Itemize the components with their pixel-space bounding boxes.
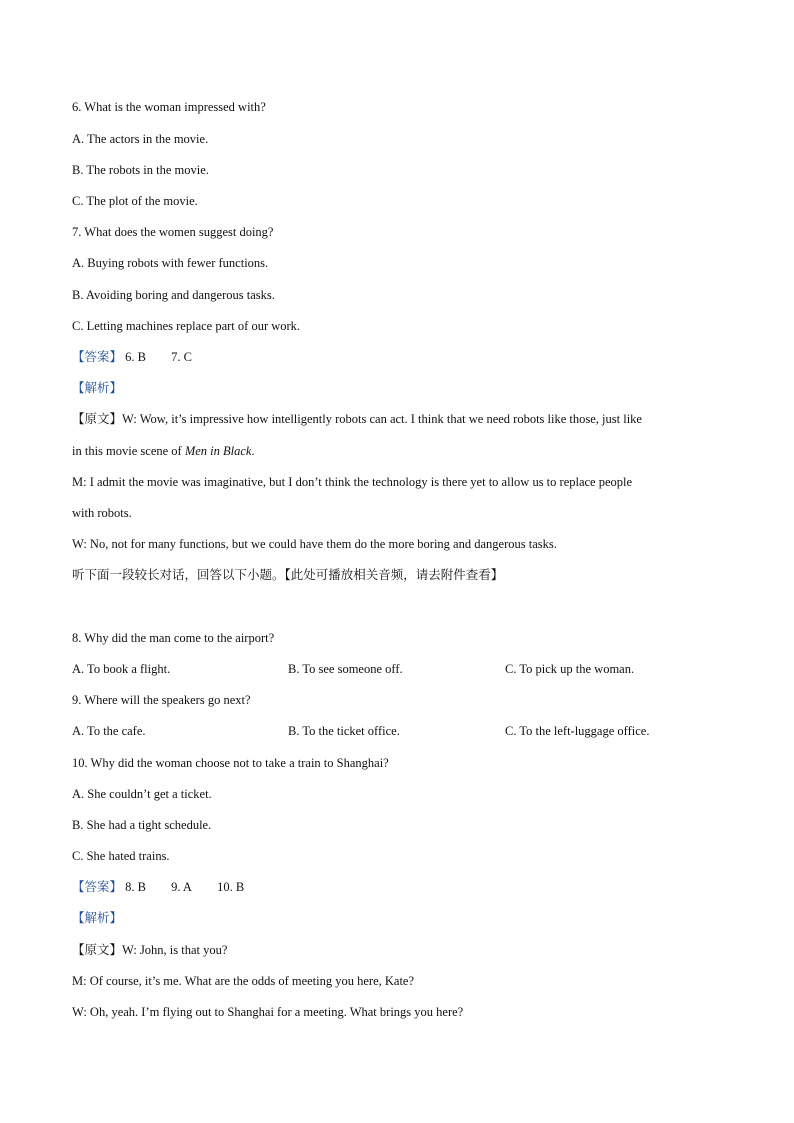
- answer-item: 9. A: [171, 880, 192, 894]
- answer-label: 【答案】: [72, 349, 123, 364]
- transcript-text: W: Wow, it’s impressive how intelligently robots can act. I think that we need robots like those, just like: [122, 412, 642, 426]
- answer-line-1: [72, 349, 192, 365]
- answer-line-2: [72, 879, 244, 895]
- analysis-label: 【解析】: [72, 380, 123, 395]
- q6-option-b: B. The robots in the movie.: [72, 163, 209, 177]
- q9-option-b: B. To the ticket office.: [288, 724, 400, 738]
- q10-option-b: B. She had a tight schedule.: [72, 818, 212, 832]
- question-8: 8. Why did the man come to the airport?: [72, 631, 275, 645]
- transcript-text: in this movie scene of: [72, 444, 185, 458]
- transcript-line: W: Oh, yeah. I’m flying out to Shanghai for a meeting. What brings you here?: [72, 1005, 464, 1019]
- transcript-line: [72, 411, 642, 427]
- movie-title: Men in Black: [184, 444, 252, 458]
- q9-option-a: A. To the cafe.: [72, 724, 146, 738]
- answer-item: 6. B: [125, 350, 146, 364]
- analysis-label: 【解析】: [72, 910, 123, 925]
- q7-option-c: C. Letting machines replace part of our work.: [72, 319, 301, 333]
- transcript-line: W: No, not for many functions, but we could have them do the more boring and dangerous tasks.: [72, 537, 557, 551]
- question-6: 6. What is the woman impressed with?: [72, 100, 266, 114]
- q10-option-a: A. She couldn’t get a ticket.: [72, 787, 212, 801]
- q9-option-c: C. To the left-luggage office.: [505, 724, 650, 738]
- transcript-line: [72, 942, 227, 958]
- answer-item: 8. B: [125, 880, 146, 894]
- answer-item: 10. B: [217, 880, 245, 894]
- q8-option-b: B. To see someone off.: [288, 662, 403, 676]
- transcript-text: W: John, is that you?: [122, 943, 228, 957]
- q6-option-a: A. The actors in the movie.: [72, 132, 209, 146]
- answer-label: 【答案】: [72, 879, 123, 894]
- q6-option-c: C. The plot of the movie.: [72, 194, 198, 208]
- q8-option-a: A. To book a flight.: [72, 662, 171, 676]
- question-7: 7. What does the women suggest doing?: [72, 225, 274, 239]
- listening-instruction: 听下面一段较长对话，回答以下小题。【此处可播放相关音频，请去附件查看】: [72, 567, 504, 582]
- transcript-line: [72, 443, 255, 459]
- original-label: 【原文】: [72, 942, 123, 957]
- transcript-line: M: I admit the movie was imaginative, but I don’t think the technology is there yet to allow us to replace people: [72, 475, 633, 489]
- transcript-line: with robots.: [72, 506, 132, 520]
- q7-option-b: B. Avoiding boring and dangerous tasks.: [72, 288, 275, 302]
- q7-option-a: A. Buying robots with fewer functions.: [72, 256, 269, 270]
- answer-item: 7. C: [171, 350, 192, 364]
- transcript-text: .: [251, 444, 255, 458]
- question-9: 9. Where will the speakers go next?: [72, 693, 251, 707]
- q8-option-c: C. To pick up the woman.: [505, 662, 635, 676]
- q10-option-c: C. She hated trains.: [72, 849, 170, 863]
- transcript-line: M: Of course, it’s me. What are the odds of meeting you here, Kate?: [72, 974, 415, 988]
- original-label: 【原文】: [72, 411, 123, 426]
- question-10: 10. Why did the woman choose not to take a train to Shanghai?: [72, 756, 389, 770]
